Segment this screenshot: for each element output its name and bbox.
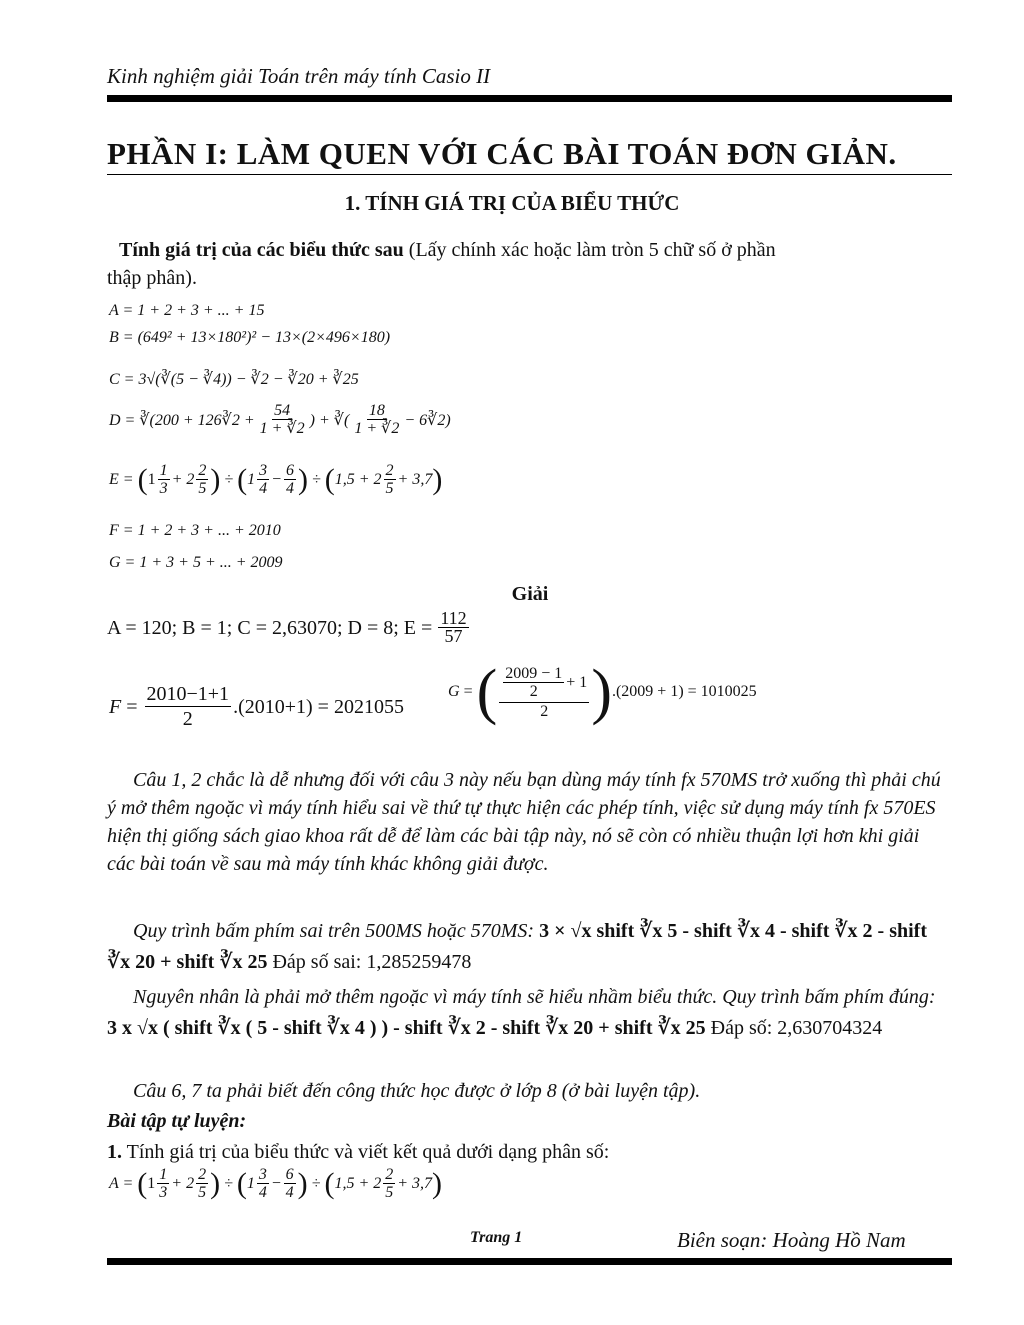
- p2-keys: 3 × √x shift ∛x 5 - shift ∛x 4 - shift ∛x 2 - shift ∛x 20 + shift ∛x 25: [107, 920, 927, 973]
- formula-d-mid: ) + ∛(: [309, 411, 350, 429]
- paragraph-2: [107, 916, 942, 978]
- formula-d-frac2: [354, 402, 399, 437]
- formula-d: [109, 402, 451, 437]
- header-title: Kinh nghiệm giải Toán trên máy tính Casio II: [107, 64, 491, 88]
- formula-d-den: 1 + ∛2: [259, 420, 305, 437]
- task-line2: thập phân).: [107, 267, 197, 289]
- task-rest: (Lấy chính xác hoặc làm tròn 5 chữ số ở phần: [403, 239, 776, 261]
- paragraph-3: [107, 982, 942, 1044]
- exercise-formula-a: A = ( 1 $\frac{1}{3}$ + 2 $\frac{2}{5}$ ) ÷ ( 1 $\frac{3}{4}$ − $\frac{6}{4}$ ) ÷ ( 1,5 + 2 $\frac{2}{5}$ + 3,7 ): [109, 1166, 443, 1201]
- exercise-item-1-text: Tính giá trị của biểu thức và viết kết quả dưới dạng phân số:: [126, 1141, 610, 1163]
- formula-b: B = (649² + 13×180²)² − 13×(2×496×180): [109, 329, 391, 346]
- exercises-heading: Bài tập tự luyện:: [107, 1110, 247, 1132]
- p3-result: Đáp số: 2,630704324: [710, 1017, 883, 1039]
- solution-g: G = ( $\frac{2009 - 1}{2}$ + 1 2 ) .(2009 + 1) = 1010025: [448, 658, 757, 726]
- solution-g-plus: + 1: [566, 673, 588, 691]
- solution-f-den: 2: [182, 708, 193, 730]
- solution-g-tail: .(2009 + 1) = 1010025: [611, 683, 757, 700]
- part-rule: [107, 174, 952, 175]
- formula-c: C = 3√(∛(5 − ∛4)) − ∛2 − ∛20 + ∛25: [109, 371, 359, 388]
- formula-f: F = 1 + 2 + 3 + ... + 2010: [109, 522, 281, 539]
- p3-intro: Nguyên nhân là phải mở thêm ngoặc vì máy tính sẽ hiểu nhầm biểu thức. Quy trình bấm phím đúng:: [133, 986, 936, 1008]
- answers-text: A = 120; B = 1; C = 2,63070; D = 8; E =: [107, 616, 433, 639]
- task-statement: [107, 236, 937, 292]
- solution-f-frac: [145, 682, 232, 731]
- p3-keys: 3 x √x ( shift ∛x ( 5 - shift ∛x 4 ) ) - shift ∛x 2 - shift ∛x 20 + shift ∛x 25: [107, 1017, 706, 1039]
- solution-answers: [107, 610, 471, 645]
- solution-g-num-den: 2: [529, 682, 538, 700]
- formula-e: E = ( 1 $\frac{1}{3}$ + 2 $\frac{2}{5}$ ) ÷ ( 1 $\frac{3}{4}$ − $\frac{6}{4}$ ) ÷ ( 1,5 + 2 $\frac{2}{5}$ + 3,7 ): [109, 462, 443, 497]
- formula-d-den2: 1 + ∛2: [354, 420, 400, 437]
- paragraph-1: Câu 1, 2 chắc là dễ nhưng đối với câu 3 này nếu bạn dùng máy tính fx 570MS trở xuống thì phải chú ý mở thêm ngoặc vì máy tính hiểu sai về thứ tự thực hiện các phép tính, việc sử dụng máy tính fx 570ES hiện thị giống sách giao khoa rất dễ để làm các bài tập này, nó sẽ còn có nhiều thuận lợi hơn khi giải các bài toán về sau mà máy tính khác không giải được.: [107, 769, 941, 875]
- answer-e-den: 57: [444, 626, 463, 646]
- solution-f-num: 2010−1+1: [146, 683, 230, 705]
- page-number: Trang 1: [470, 1229, 523, 1246]
- answer-e-frac: [438, 610, 468, 645]
- solution-f: F = $\frac{2010-1+1}{2}$ .(2010+1) = 2021055: [109, 683, 404, 730]
- exercise-item-1-num: 1.: [107, 1141, 122, 1163]
- p2-result: Đáp số sai: 1,285259478: [272, 951, 472, 973]
- formula-d-pre: D = ∛(200 + 126∛2 +: [109, 411, 255, 429]
- formula-d-num: 54: [274, 402, 291, 419]
- answer-e-num: 112: [440, 608, 467, 628]
- solution-heading: Giải: [511, 583, 549, 605]
- section-title: 1. TÍNH GIÁ TRỊ CỦA BIỂU THỨC: [344, 191, 680, 215]
- formula-d-num2: 18: [368, 402, 385, 419]
- solution-g-num-top: 2009 − 1: [505, 664, 563, 682]
- paragraph-4: Câu 6, 7 ta phải biết đến công thức học được ở lớp 8 (ở bài luyện tập).: [133, 1080, 701, 1102]
- footer-author: Biên soạn: Hoàng Hồ Nam: [677, 1228, 906, 1252]
- formula-d-frac1: [260, 402, 305, 437]
- solution-g-frac: [499, 665, 589, 720]
- formula-g: G = 1 + 3 + 5 + ... + 2009: [109, 554, 283, 571]
- solution-f-tail: .(2010+1) = 2021055: [233, 695, 404, 718]
- p2-intro: Quy trình bấm phím sai trên 500MS hoặc 570MS:: [133, 920, 535, 942]
- formula-a: A = 1 + 2 + 3 + ... + 15: [109, 302, 265, 319]
- exercise-item-1: [107, 1138, 609, 1166]
- task-bold: Tính giá trị của các biểu thức sau: [119, 239, 404, 261]
- footer-rule: [107, 1258, 952, 1265]
- header-rule: [107, 95, 952, 102]
- formula-d-post: − 6∛2): [404, 411, 451, 429]
- part-title: PHẦN I: LÀM QUEN VỚI CÁC BÀI TOÁN ĐƠN GIẢN.: [107, 136, 897, 171]
- solution-g-den: 2: [540, 702, 549, 720]
